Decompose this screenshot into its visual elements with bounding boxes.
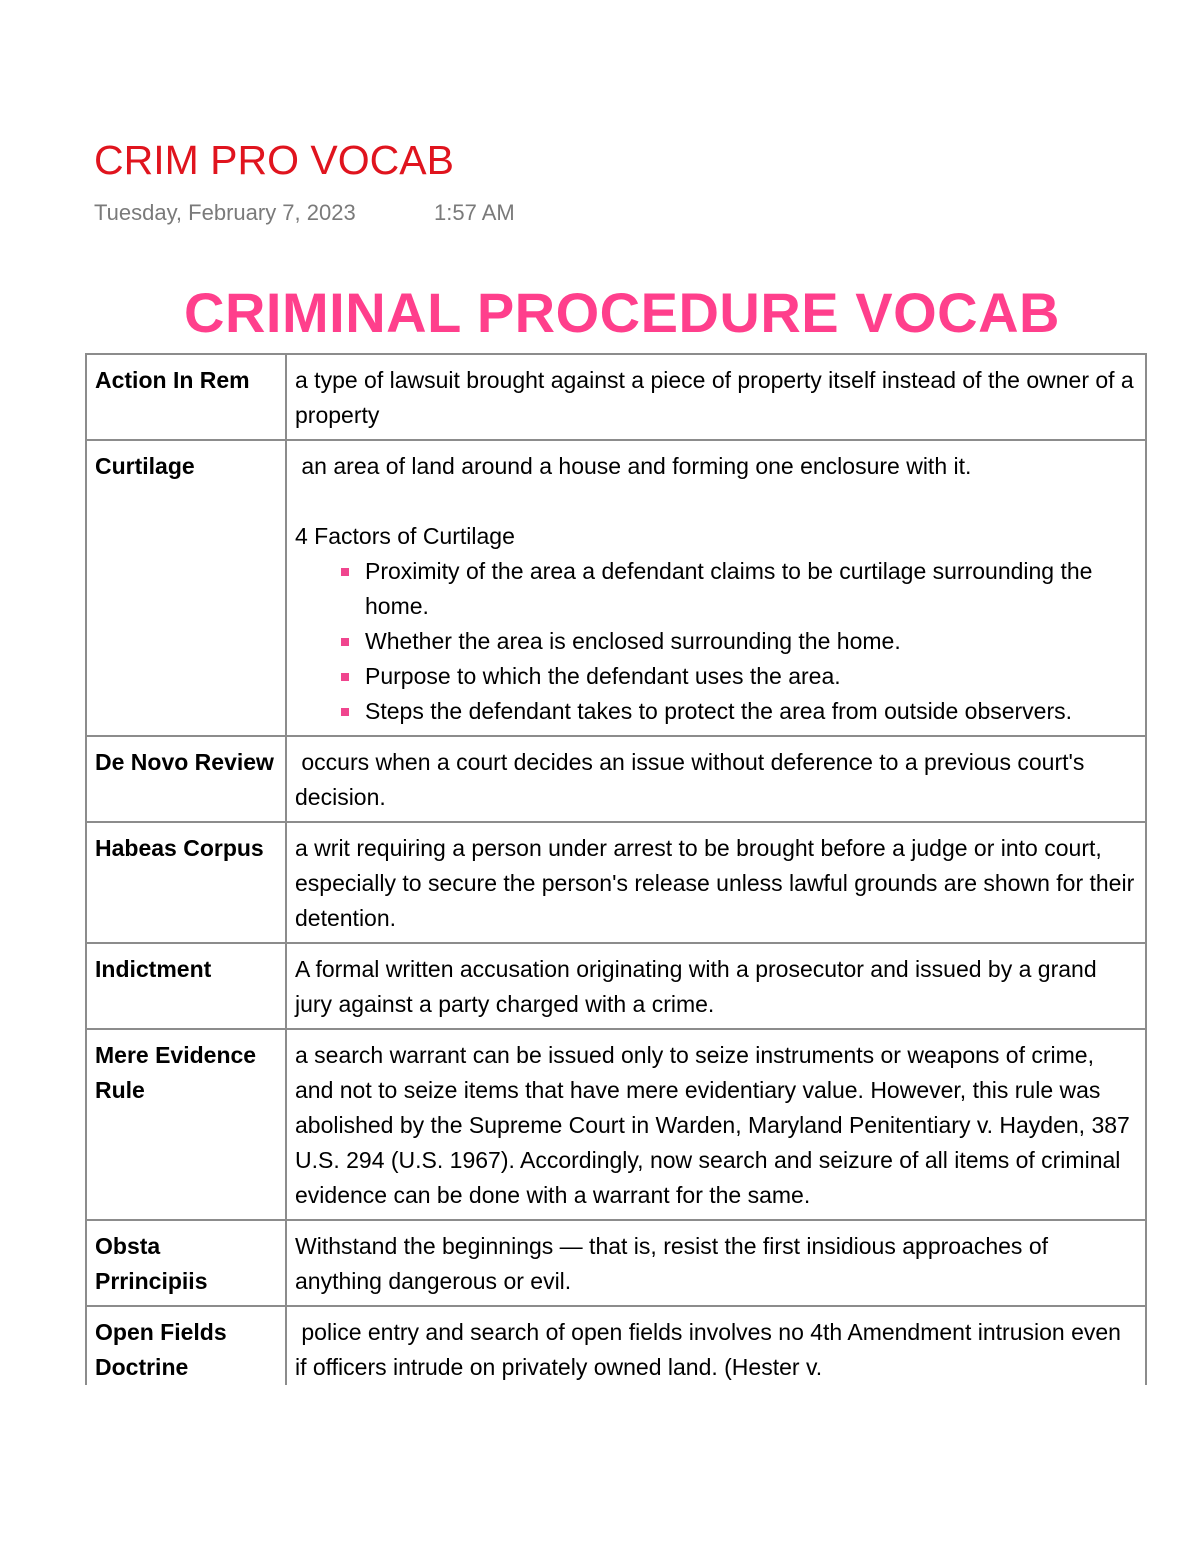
- definition-text: a search warrant can be issued only to seize instruments or weapons of crime, and not to seize items that have mere evidentiary value. However, this rule was abolished by the Supreme Court in Warden, Maryland Penitentiary v. Hayden, 387 U.S. 294 (U.S. 1967). Accordingly, now search and seizure of all items of criminal evidence can be done with a warrant for the same.: [295, 1042, 1130, 1208]
- definition-cell: [286, 943, 1146, 1029]
- table-row: [86, 736, 1146, 822]
- table-row: [86, 440, 1146, 736]
- factor-list: [295, 554, 1137, 729]
- definition-text: police entry and search of open fields involves no 4th Amendment intrusion even if officers intrude on privately owned land. (Hester v.: [295, 1319, 1128, 1380]
- list-item-text: Purpose to which the defendant uses the area.: [365, 663, 841, 689]
- definition-text: A formal written accusation originating with a prosecutor and issued by a grand jury against a party charged with a crime.: [295, 956, 1097, 1017]
- list-item-text: Proximity of the area a defendant claims to be curtilage surrounding the home.: [365, 558, 1093, 619]
- square-bullet-icon: [341, 673, 349, 681]
- term-cell: Mere Evidence Rule: [86, 1029, 286, 1220]
- term-cell: De Novo Review: [86, 736, 286, 822]
- square-bullet-icon: [341, 708, 349, 716]
- definition-cell: [286, 1029, 1146, 1220]
- definition-cell: [286, 736, 1146, 822]
- list-item: [365, 694, 1137, 729]
- table-row: [86, 1029, 1146, 1220]
- term-cell: Obsta Prrincipiis: [86, 1220, 286, 1306]
- page-date: Tuesday, February 7, 2023: [94, 200, 356, 225]
- list-item-text: Steps the defendant takes to protect the area from outside observers.: [365, 698, 1073, 724]
- vocab-table: [85, 353, 1147, 1385]
- table-row: [86, 822, 1146, 943]
- list-item: [365, 554, 1137, 624]
- square-bullet-icon: [341, 638, 349, 646]
- term-cell: Action In Rem: [86, 354, 286, 440]
- definition-cell: [286, 440, 1146, 736]
- term-cell: Habeas Corpus: [86, 822, 286, 943]
- term-cell: Curtilage: [86, 440, 286, 736]
- list-item-text: Whether the area is enclosed surrounding the home.: [365, 628, 901, 654]
- list-item: [365, 659, 1137, 694]
- definition-text: an area of land around a house and forming one enclosure with it.: [295, 453, 972, 479]
- square-bullet-icon: [341, 568, 349, 576]
- term-cell: Open Fields Doctrine: [86, 1306, 286, 1385]
- definition-cell: [286, 822, 1146, 943]
- definition-cell: [286, 1306, 1146, 1385]
- definition-text: Withstand the beginnings — that is, resist the first insidious approaches of anything dangerous or evil.: [295, 1233, 1049, 1294]
- table-row: [86, 354, 1146, 440]
- definition-text: occurs when a court decides an issue without deference to a previous court's decision.: [295, 749, 1091, 810]
- definition-cell: [286, 1220, 1146, 1306]
- definition-text: a writ requiring a person under arrest to be brought before a judge or into court, especially to secure the person's release unless lawful grounds are shown for their detention.: [295, 835, 1135, 931]
- document-heading: CRIMINAL PROCEDURE VOCAB: [184, 281, 1060, 344]
- definition-cell: [286, 354, 1146, 440]
- page-time: 1:57 AM: [434, 200, 515, 225]
- definition-text: a type of lawsuit brought against a piece of property itself instead of the owner of a property: [295, 367, 1134, 428]
- table-row: [86, 1306, 1146, 1385]
- table-row: [86, 943, 1146, 1029]
- page-title: CRIM PRO VOCAB: [94, 137, 454, 183]
- list-item: [365, 624, 1137, 659]
- table-row: [86, 1220, 1146, 1306]
- factors-heading: 4 Factors of Curtilage: [295, 523, 515, 549]
- term-cell: Indictment: [86, 943, 286, 1029]
